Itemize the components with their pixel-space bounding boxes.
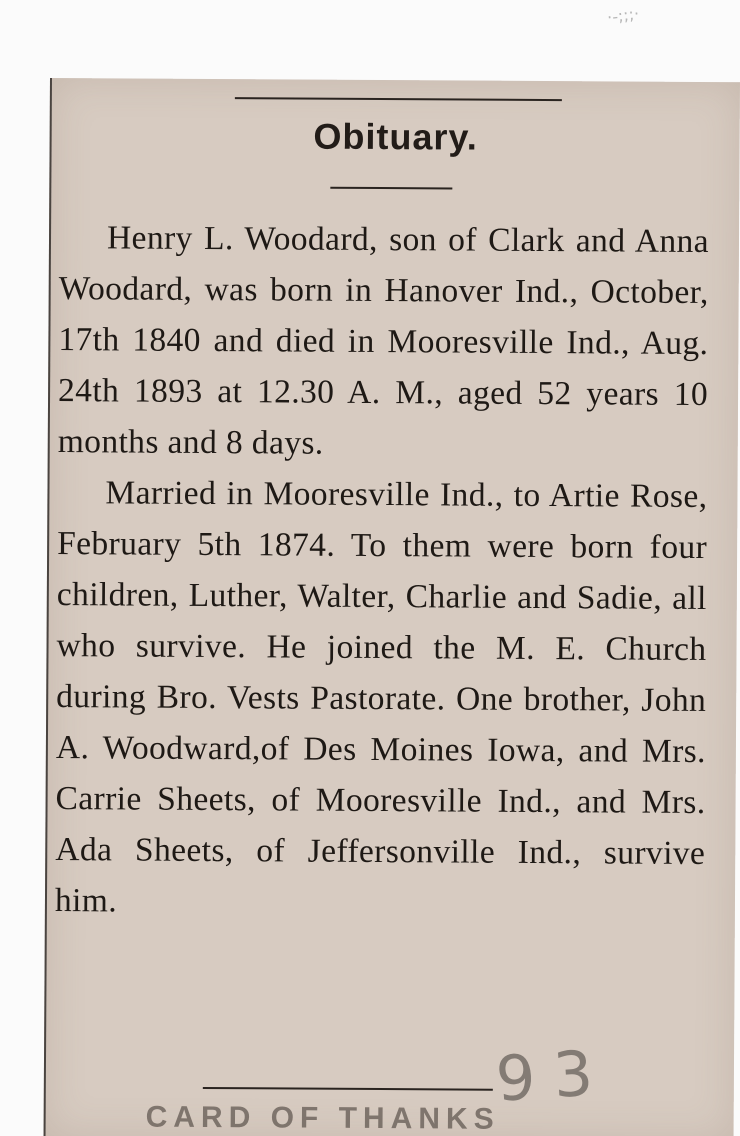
newspaper-clipping xyxy=(44,78,740,1136)
obituary-paragraph-1: Henry L. Woodard, son of Clark and Anna Woodard, was born in Hanover Ind., October, 17th 1840 and died in Mooresville Ind., Aug. 24th 1893 at 12.30 A. M., aged 52 years 10 months and 8 days. xyxy=(57,219,710,462)
bottom-rule xyxy=(203,1087,493,1091)
heading-rule xyxy=(330,187,452,190)
obituary-heading: Obituary. xyxy=(313,115,478,158)
stray-page-mark: ·-;;;· xyxy=(605,3,641,28)
handwritten-page-number: 93 xyxy=(493,1035,614,1116)
obituary-body xyxy=(55,212,709,930)
cut-off-heading: CARD OF THANKS xyxy=(145,1100,500,1136)
top-rule xyxy=(235,97,562,101)
obituary-paragraph-2: Married in Mooresville Ind., to Artie Rose, February 5th 1874. To them were born four children, Luther, Walter, Charlie and Sadie, all who survive. He joined the M. E. Church during Bro. Vests Pastorate. One brother, John A. Woodward,of Des Moines Iowa, and Mrs. Carrie Sheets, of Mooresville Ind., and Mrs. Ada Sheets, of Jeffersonville Ind., survive him. xyxy=(54,474,708,920)
